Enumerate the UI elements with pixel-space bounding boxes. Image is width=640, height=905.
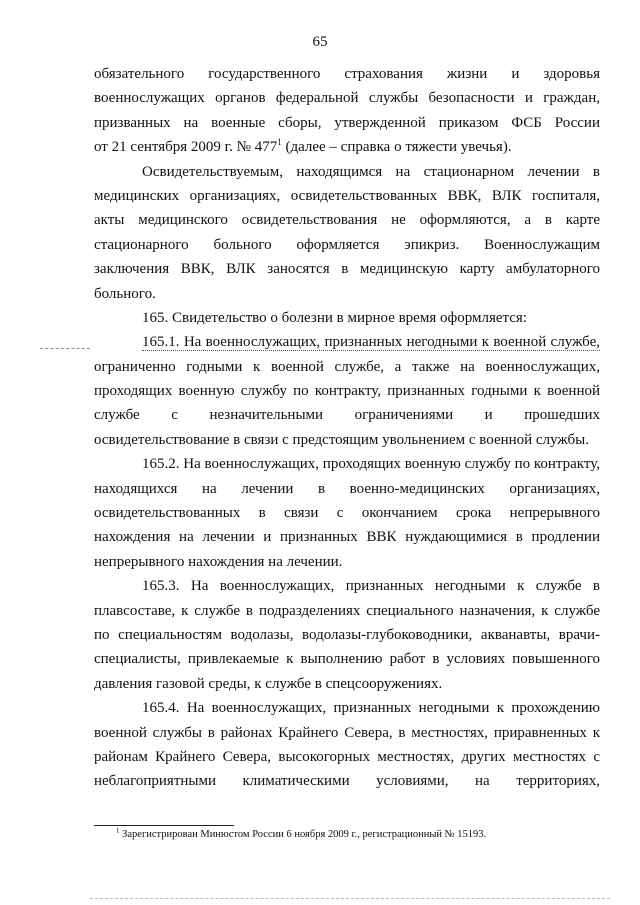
text-line <box>94 160 600 184</box>
text-line-content: акты медицинского освидетельствования не оформляются, а в карте <box>94 212 600 229</box>
text-line <box>94 330 600 354</box>
text-line-content: освидетельствование в связи с предстоящим увольнением с военной службы. <box>94 431 589 448</box>
text-line-content: плавсоставе, к службе в подразделениях специального назначения, к службе <box>94 602 600 619</box>
text-line <box>94 745 600 769</box>
text-line <box>94 647 600 671</box>
text-line <box>94 550 600 574</box>
text-line-content: проходящих военную службу по контракту, признанных годными к военной <box>94 383 600 400</box>
text-line <box>94 135 600 159</box>
text-line-content: специалисты, привлекаемые к выполнению работ в условиях повышенного <box>94 651 600 668</box>
footnote-text: Зарегистрирован Минюстом России 6 ноября 2009 г., регистрационный № 15193. <box>119 829 487 840</box>
text-line-content: военнослужащих органов федеральной службы безопасности и граждан, <box>94 90 600 107</box>
text-line <box>94 257 600 281</box>
footnote-separator <box>94 825 234 826</box>
text-line-content: нахождения на лечении и признанных ВВК нуждающимися в продлении <box>94 529 600 546</box>
text-line <box>94 403 600 427</box>
text-line-content: 165.4. На военнослужащих, признанных негодными к прохождению <box>142 700 600 717</box>
text-line <box>94 428 600 452</box>
text-line-content: стационарного больного оформляется эпикриз. Военнослужащим <box>94 236 600 253</box>
text-line <box>94 599 600 623</box>
scan-artifact-mark <box>40 348 90 349</box>
text-line <box>94 501 600 525</box>
text-line <box>94 184 600 208</box>
text-line-content: районам Крайнего Севера, высокогорных местностях, других местностях с <box>94 748 600 765</box>
text-line-content: службе с незначительными ограничениями и прошедших <box>94 407 600 424</box>
text-line <box>94 208 600 232</box>
text-line <box>94 696 600 720</box>
document-body <box>94 62 600 794</box>
text-line-content: заключения ВВК, ВЛК заносятся в медицинскую карту амбулаторного <box>94 261 600 278</box>
text-line-tail: (далее – справка о тяжести увечья). <box>281 139 512 156</box>
text-line <box>94 574 600 598</box>
text-line <box>94 672 600 696</box>
footnote-marker: 1 <box>116 826 120 835</box>
footnote <box>116 826 487 840</box>
text-line-content: Освидетельствуемым, находящимся на стационарном лечении в <box>142 163 600 180</box>
text-line <box>94 355 600 379</box>
text-line <box>94 379 600 403</box>
text-line-content: военной службы в районах Крайнего Севера, в местностях, приравненных к <box>94 724 600 741</box>
text-line-content: от 21 сентября 2009 г. № 477 <box>94 139 278 156</box>
text-line-content: обязательного государственного страхования жизни и здоровья <box>94 66 600 82</box>
text-line <box>94 282 600 306</box>
text-line <box>94 111 600 135</box>
text-line-content: 165. Свидетельство о болезни в мирное время оформляется: <box>142 309 527 326</box>
text-line <box>94 477 600 501</box>
text-line-content: освидетельствованных в связи с окончанием срока непрерывного <box>94 505 600 522</box>
text-line-content: неблагоприятными климатическими условиями, на территориях, <box>94 773 600 790</box>
text-line-content: 165.3. На военнослужащих, признанных негодными к службе в <box>142 578 600 595</box>
text-line-content: находящихся на лечении в военно-медицинских организациях, <box>94 480 600 497</box>
text-line-content: 165.1. На военнослужащих, признанных негодными к военной службе, <box>142 334 600 351</box>
text-line <box>94 62 600 86</box>
footnote-reference: 1 <box>277 137 282 148</box>
text-line <box>94 525 600 549</box>
text-line-content: по специальностям водолазы, водолазы-глубоководники, акванавты, врачи- <box>94 626 600 643</box>
text-line-content: давления газовой среды, к службе в спецсооружениях. <box>94 675 443 692</box>
text-line <box>94 86 600 110</box>
text-line-content: ограниченно годными к военной службе, а также на военнослужащих, <box>94 358 600 375</box>
text-line <box>94 721 600 745</box>
text-line-content: призванных на военные сборы, утвержденной приказом ФСБ России <box>94 114 600 131</box>
text-line-content: 165.2. На военнослужащих, проходящих военную службу по контракту, <box>142 456 600 473</box>
text-line <box>94 452 600 476</box>
text-line <box>94 306 600 330</box>
text-line <box>94 233 600 257</box>
page-number: 65 <box>312 34 328 50</box>
scan-bottom-edge <box>90 898 610 899</box>
text-line <box>94 769 600 793</box>
text-line-content: больного. <box>94 285 156 302</box>
text-line <box>94 623 600 647</box>
text-line-content: медицинских организациях, освидетельствованных ВВК, ВЛК госпиталя, <box>94 187 600 204</box>
text-line-content: непрерывного нахождения на лечении. <box>94 553 343 570</box>
